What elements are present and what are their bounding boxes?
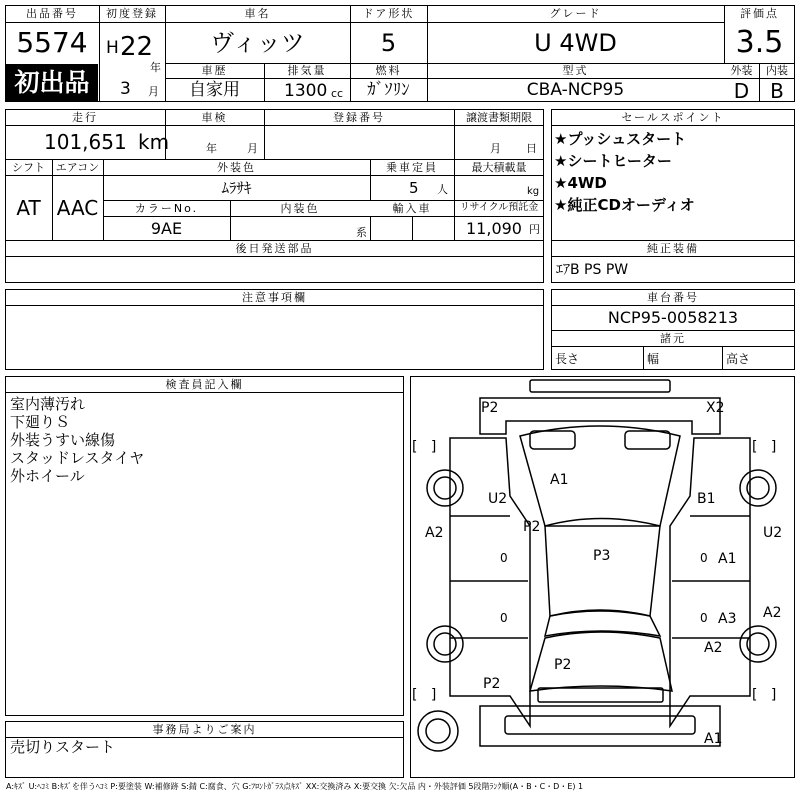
mark-right-door: A1	[718, 551, 737, 567]
first-registration-label: 初度登録	[106, 7, 158, 20]
bracket-right-bottom: [ ]	[752, 687, 777, 703]
lot-number: 5574	[16, 26, 88, 59]
recycle-fee-value: 11,090	[466, 219, 522, 238]
displacement-unit: cc	[331, 87, 344, 100]
spare-tire	[418, 711, 458, 751]
equipment-value: ｴｱB PS PW	[556, 262, 629, 278]
recycle-fee-unit: 円	[529, 223, 540, 236]
sales-points-label: セールスポイント	[621, 110, 725, 124]
capacity-value: 5	[409, 179, 419, 197]
bracket-left-top: [ ]	[412, 439, 437, 455]
mileage-unit: km	[138, 130, 170, 154]
mark-hood: A1	[550, 472, 569, 488]
exterior-color-label: 外装色	[217, 160, 256, 174]
exterior-color-value: ﾑﾗｻｷ	[221, 178, 252, 197]
import-car-label: 輸入車	[392, 201, 432, 215]
inspector-note: スタッドレスタイヤ	[10, 449, 145, 467]
front-right-tire	[740, 470, 776, 506]
trunk-shape	[530, 632, 672, 691]
mark-roof: P3	[593, 548, 611, 564]
inspection-month-unit: 月	[247, 142, 258, 155]
inspector-label: 検査員記入欄	[165, 377, 244, 391]
legend-text: A:ｷｽﾞ U:ﾍｺﾐ B:ｷｽﾞを伴うﾍｺﾐ P:要塗装 W:補修跡 S:錆 C:腐食、穴 G:ﾌﾛﾝﾄｶﾞﾗｽ点ｷｽﾞ XX:交換済み X:要交換 欠:欠品 内・外装評価 5段階ﾗﾝｸ順(A・B・C・D・E) 1	[6, 782, 584, 791]
mark-right-rear-door: A3	[718, 611, 737, 627]
aircon-value: AAC	[56, 196, 99, 220]
inspector-note: 外ホイール	[10, 467, 85, 485]
rear-left-tire	[427, 626, 463, 662]
chassis-label: 車台番号	[647, 290, 699, 304]
mark-rear-bumper: A1	[704, 731, 723, 747]
registration-number-label: 登録番号	[333, 110, 385, 124]
model-value: CBA-NCP95	[526, 80, 625, 100]
shift-label: シフト	[12, 160, 45, 174]
office-message: 売切りスタート	[10, 738, 116, 756]
aircon-label: エアコン	[55, 160, 100, 174]
right-body-outline	[670, 438, 750, 726]
hood-shape	[520, 426, 680, 526]
interior-grade: B	[770, 78, 784, 103]
score-label: 評価点	[740, 7, 779, 20]
width-label: 幅	[647, 352, 660, 366]
color-number-value: 9AE	[150, 218, 183, 238]
rear-bumper-shape	[538, 688, 663, 702]
zero-mark: 0	[700, 611, 708, 625]
mark-right-front-door: U2	[763, 525, 783, 541]
inspection-year-unit: 年	[206, 142, 217, 155]
door-count: 5	[380, 29, 397, 57]
lot-number-label: 出品番号	[26, 7, 78, 20]
interior-color-unit: 系	[356, 226, 367, 239]
mark-front-left-fender: U2	[488, 491, 508, 507]
car-name-label: 車名	[244, 7, 271, 20]
door-type-label: ドア形状	[362, 7, 415, 20]
mark-right-rear-fender: A2	[704, 640, 723, 656]
exterior-grade: D	[733, 78, 750, 103]
mileage-value: 101,651	[44, 130, 127, 154]
year-unit: 年	[150, 61, 161, 74]
grade-value: U 4WD	[534, 29, 617, 57]
fuel-label: 燃料	[375, 64, 402, 77]
mark-top-left: P2	[481, 400, 499, 416]
specs-label: 諸元	[660, 331, 686, 345]
shift-value: AT	[16, 196, 41, 220]
rear-outline	[480, 706, 723, 747]
mark-right-side: A2	[763, 605, 782, 621]
mark-rear-left: P2	[483, 676, 501, 692]
bracket-left-bottom: [ ]	[412, 687, 437, 703]
recycle-fee-label: リサイクル預託金	[459, 202, 539, 213]
mark-front-right-fender: B1	[697, 491, 716, 507]
later-parts-label: 後日発送部品	[235, 241, 314, 255]
zero-mark: 0	[500, 551, 508, 565]
front-left-tire	[427, 470, 463, 506]
exterior-grade-label: 外装	[730, 64, 753, 77]
sales-point-item: ★プッシュスタート	[554, 130, 687, 148]
interior-grade-label: 内装	[766, 64, 788, 77]
mark-top-right: X2	[706, 400, 725, 416]
zero-mark: 0	[700, 551, 708, 565]
office-label: 事務局よりご案内	[152, 722, 257, 736]
fuel-value: ｶﾞｿﾘﾝ	[367, 80, 410, 100]
rear-right-tire	[740, 626, 776, 662]
color-number-label: カラーNo.	[134, 201, 199, 215]
mileage-label: 走行	[72, 110, 98, 124]
max-load-unit: kg	[527, 186, 540, 197]
height-label: 高さ	[726, 352, 751, 366]
notes-label: 注意事項欄	[242, 290, 307, 304]
front-outline	[480, 398, 720, 434]
car-name: ヴィッツ	[210, 29, 305, 57]
model-label: 型式	[562, 64, 589, 77]
mark-left-front-door: A2	[425, 525, 444, 541]
zero-mark: 0	[500, 611, 508, 625]
registration-month: 3	[120, 79, 131, 99]
score-value: 3.5	[735, 25, 784, 60]
chassis-number: NCP95-0058213	[607, 308, 739, 327]
era-letter: H	[106, 38, 119, 58]
inspector-note: 外装うすい線傷	[10, 431, 116, 449]
history-value: 自家用	[189, 80, 240, 100]
transfer-month-unit: 月	[490, 142, 501, 155]
length-label: 長さ	[555, 352, 580, 366]
sales-point-item: ★シートヒーター	[554, 152, 672, 170]
displacement-value: 1300	[284, 81, 328, 101]
mark-left-pillar: P2	[523, 519, 541, 535]
history-label: 車歴	[201, 64, 228, 77]
equipment-label: 純正装備	[647, 241, 699, 255]
car-diagram	[410, 376, 795, 778]
inspection-label: 車検	[201, 110, 228, 124]
front-bumper-shape	[530, 380, 670, 392]
inspector-note: 下廻りＳ	[10, 413, 71, 431]
transfer-day-unit: 日	[526, 142, 537, 155]
inspector-notes	[10, 395, 144, 485]
month-unit: 月	[148, 85, 159, 98]
capacity-unit: 人	[437, 183, 448, 196]
sales-points-list	[554, 130, 695, 214]
interior-color-label: 内装色	[280, 201, 320, 215]
cabin-outline	[545, 519, 660, 617]
transfer-deadline-label: 譲渡書類期限	[466, 110, 532, 124]
bracket-right-top: [ ]	[752, 439, 777, 455]
grade-label: グレード	[549, 7, 602, 20]
sales-point-item: ★4WD	[554, 174, 607, 192]
sales-point-item: ★純正CDオーディオ	[554, 196, 695, 214]
capacity-label: 乗車定員	[386, 160, 438, 174]
inspector-note: 室内薄汚れ	[10, 395, 86, 413]
first-listing-text: 初出品	[14, 68, 90, 97]
displacement-label: 排気量	[287, 64, 327, 77]
max-load-label: 最大積載量	[471, 160, 527, 174]
registration-year: 22	[120, 32, 154, 62]
mark-trunk: P2	[554, 657, 572, 673]
